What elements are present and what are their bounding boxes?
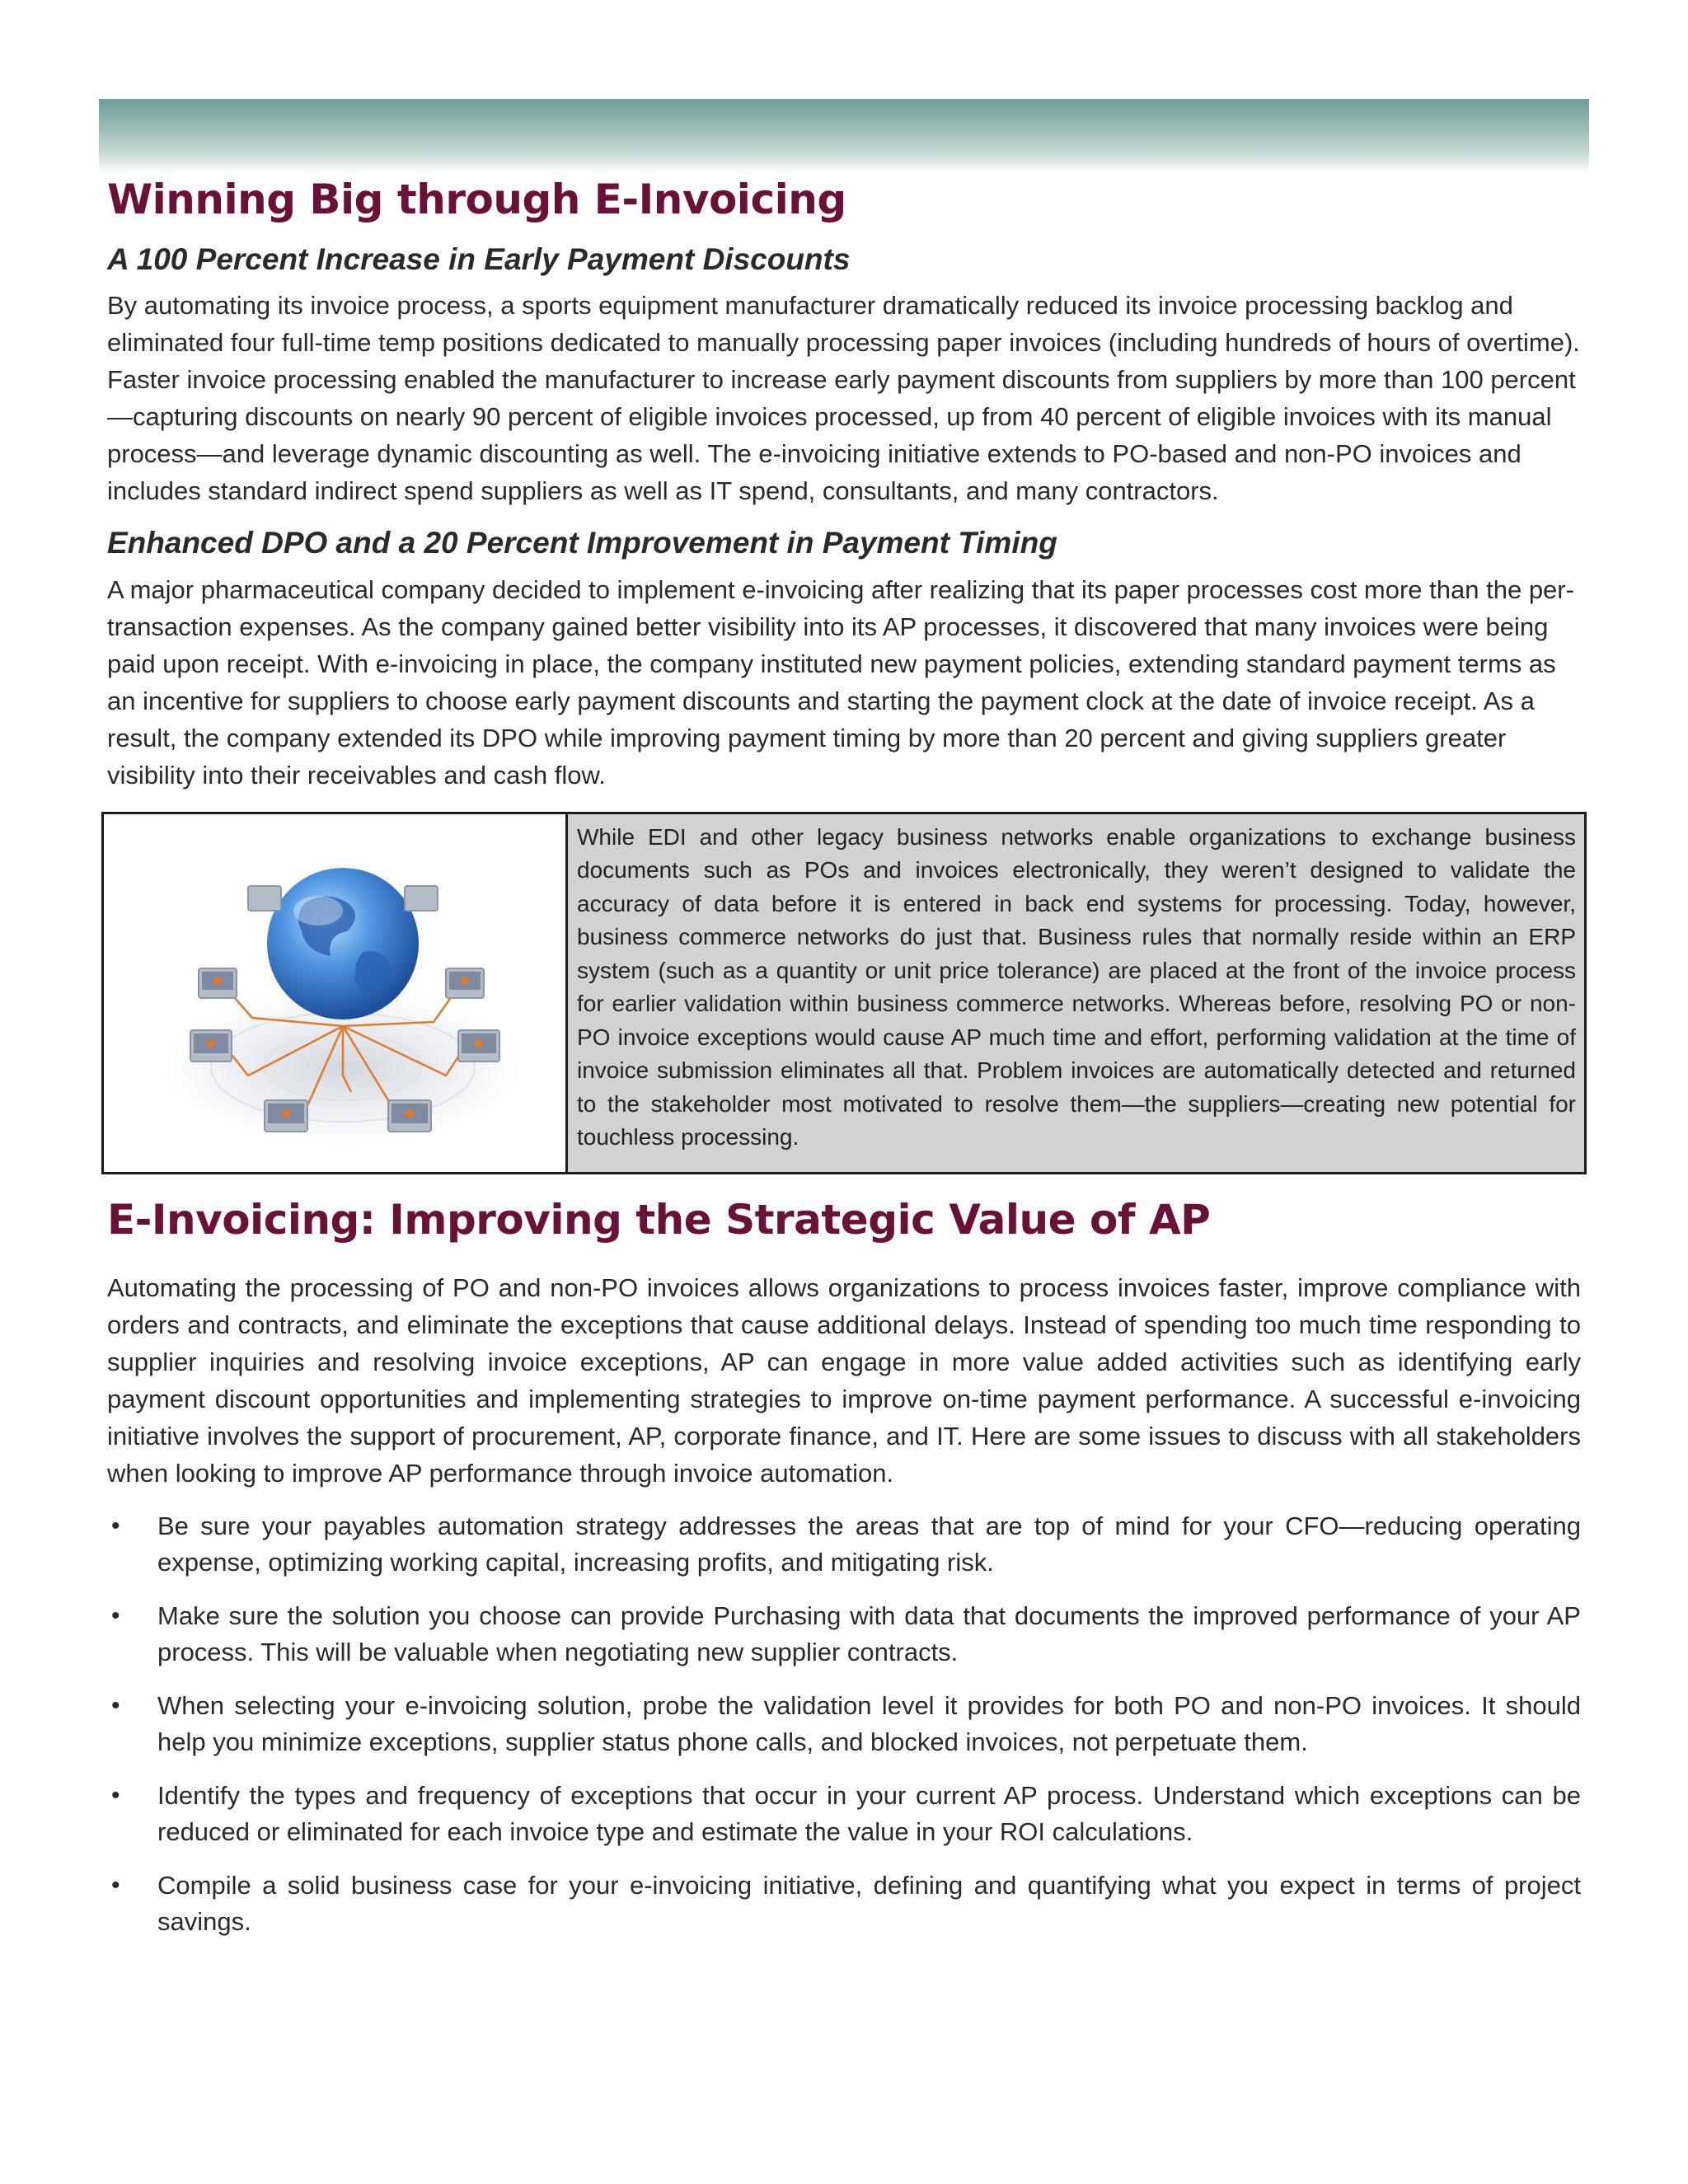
list-item-text: Compile a solid business case for your e-invoicing initiative, defining and quantifying what you expect in terms of project savings. xyxy=(157,1870,1581,1936)
callout-box xyxy=(101,812,1587,1174)
header-decorative-bar xyxy=(99,99,1589,175)
callout-text: While EDI and other legacy business networks enable organizations to exchange business documents such as POs and invoices electronically, they weren’t designed to validate the accuracy of data before it is entered in back end systems for processing. Today, however, business commerce networks do just that. Business rules that normally reside within an ERP system (such as a quantity or unit price tolerance) are placed at the front of the invoice process for earlier validation within business commerce networks. Whereas before, resolving PO or non-PO invoice exceptions would cause AP much time and effort, performing validation at the time of invoice submission eliminates all that. Problem invoices are automatically detected and returned to the stakeholder most motivated to resolve them—the suppliers—creating new potential for touchless processing. xyxy=(568,814,1584,1172)
list-item-text: Make sure the solution you choose can provide Purchasing with data that documents the improved performance of your AP process. This will be valuable when negotiating new supplier contracts. xyxy=(157,1601,1581,1666)
stakeholder-issues-list xyxy=(107,1508,1581,1940)
list-item-text: When selecting your e-invoicing solution, probe the validation level it provides for both PO and non-PO invoices. It should help you minimize exceptions, supplier status phone calls, and blocked invoices, not perpetuate them. xyxy=(157,1690,1581,1756)
case-heading-early-payment: A 100 Percent Increase in Early Payment Discounts xyxy=(107,242,851,276)
section-title-winning-big: Winning Big through E-Invoicing xyxy=(107,176,846,223)
list-item xyxy=(107,1778,1581,1850)
list-item xyxy=(107,1868,1581,1940)
bullet-icon: • xyxy=(111,1781,120,1809)
list-item xyxy=(107,1598,1581,1671)
case-body-dpo: A major pharmaceutical company decided to implement e-invoicing after realizing that its paper processes cost more than the per-transaction expenses. As the company gained better visibility into its AP processes, it discovered that many invoices were being paid upon receipt. With e-invoicing in place, the company instituted new payment policies, extending standard payment terms as an incentive for suppliers to choose early payment discounts and starting the payment clock at the date of invoice receipt. As a result, the company extended its DPO while improving payment timing by more than 20 percent and giving suppliers greater visibility into their receivables and cash flow. xyxy=(107,574,1574,790)
list-item-text: Be sure your payables automation strategy addresses the areas that are top of mind for your CFO—reducing operating expense, optimizing working capital, increasing profits, and mitigating risk. xyxy=(157,1511,1581,1577)
globe-network-icon xyxy=(141,828,528,1158)
globe-network-illustration xyxy=(104,814,568,1172)
section-intro-paragraph: Automating the processing of PO and non-PO invoices allows organizations to process invoices faster, improve compliance with orders and contracts, and eliminate the exceptions that cause additional delays. Instead of spending too much time responding to supplier inquiries and resolving invoice exceptions, AP can engage in more value added activities such as identifying early payment discount opportunities and implementing strategies to improve on-time payment performance. A successful e-invoicing initiative involves the support of procurement, AP, corporate finance, and IT. Here are some issues to discuss with all stakeholders when looking to improve AP performance through invoice automation. xyxy=(107,1272,1581,1488)
case-body-early-payment: By automating its invoice process, a sports equipment manufacturer dramatically reduced its invoice processing backlog and eliminated four full-time temp positions dedicated to manually processing paper invoices (including hundreds of hours of overtime). Faster invoice processing enabled the manufacturer to increase early payment discounts from suppliers by more than 100 percent—capturing discounts on nearly 90 percent of eligible invoices processed, up from 40 percent of eligible invoices with its manual process—and leverage dynamic discounting as well. The e-invoicing initiative extends to PO-based and non-PO invoices and includes standard indirect spend suppliers as well as IT spend, consultants, and many contractors. xyxy=(107,291,1580,506)
bullet-icon: • xyxy=(111,1601,120,1629)
section-title-strategic-value: E-Invoicing: Improving the Strategic Value of AP xyxy=(107,1195,1211,1244)
page-content xyxy=(107,175,1581,1957)
list-item-text: Identify the types and frequency of exceptions that occur in your current AP process. Understand which exceptions can be reduced or eliminated for each invoice type and estimate the value in your ROI calculations. xyxy=(157,1780,1581,1846)
bullet-icon: • xyxy=(111,1511,120,1540)
bullet-icon: • xyxy=(111,1691,120,1719)
bullet-icon: • xyxy=(111,1871,120,1899)
list-item xyxy=(107,1688,1581,1760)
list-item xyxy=(107,1508,1581,1581)
case-heading-dpo: Enhanced DPO and a 20 Percent Improvement in Payment Timing xyxy=(107,526,1057,560)
